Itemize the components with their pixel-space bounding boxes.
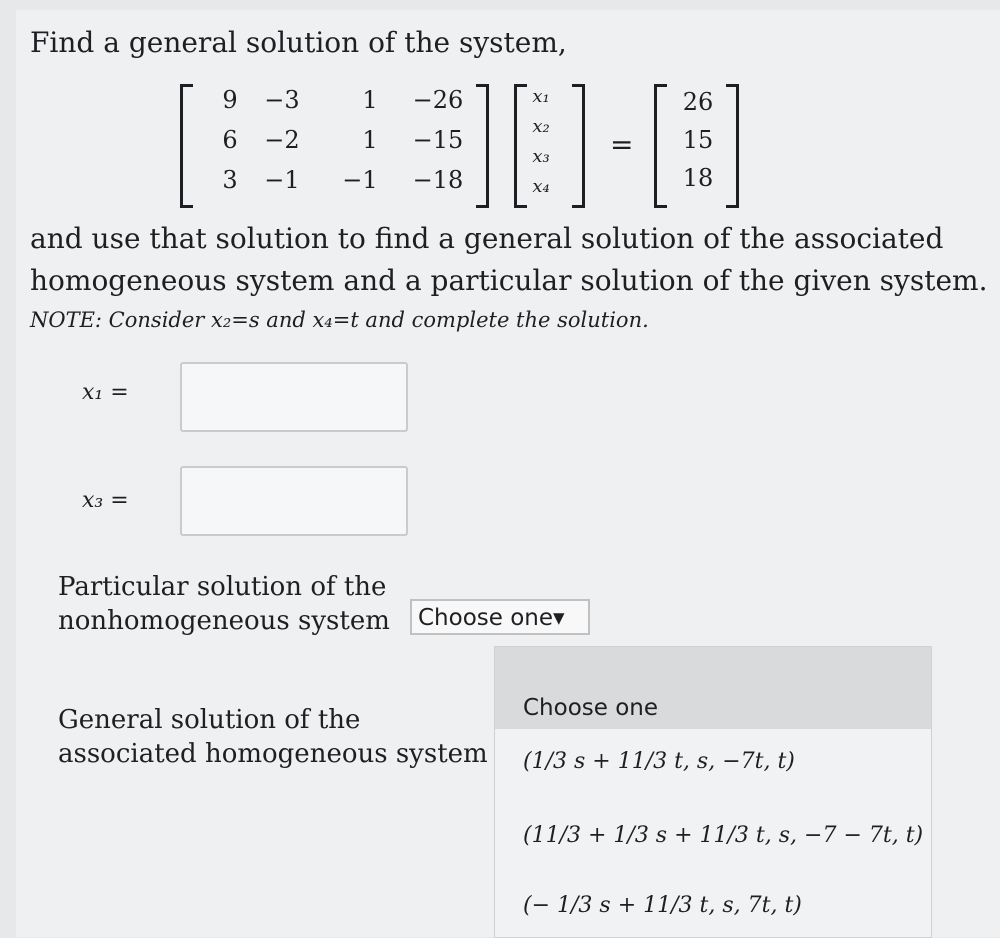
rhs-cell: 26 xyxy=(682,88,714,116)
rhs-right-bracket xyxy=(726,84,739,208)
vector-var: x₁ xyxy=(532,86,550,107)
vector-var: x₂ xyxy=(532,116,550,137)
problem-prompt: Find a general solution of the system, xyxy=(30,26,567,59)
matrix-cell: −1 xyxy=(342,166,378,194)
instruction-line: and use that solution to find a general solution of the associated xyxy=(30,222,944,255)
matrix-cell: 1 xyxy=(362,126,378,154)
matrix-cell: −26 xyxy=(412,86,464,114)
vector-right-bracket xyxy=(572,84,585,208)
menu-option[interactable]: (− 1/3 s + 11/3 t, s, 7t, t) xyxy=(523,893,802,918)
note-text: NOTE: Consider x₂=s and x₄=t and complete the solution. xyxy=(30,308,649,332)
equals-sign: = xyxy=(610,128,634,161)
rhs-cell: 15 xyxy=(682,126,714,154)
rhs-cell: 18 xyxy=(682,164,714,192)
rhs-left-bracket xyxy=(654,84,667,208)
matrix-cell: −1 xyxy=(264,166,300,194)
matrix-right-bracket xyxy=(476,84,489,208)
menu-option[interactable]: (1/3 s + 11/3 t, s, −7t, t) xyxy=(523,749,795,774)
x1-label: x₁ = xyxy=(82,380,129,405)
x1-answer-input[interactable] xyxy=(180,362,408,432)
vector-var: x₄ xyxy=(532,176,550,197)
matrix-cell: −15 xyxy=(412,126,464,154)
dropdown-menu xyxy=(494,646,932,938)
vector-var: x₃ xyxy=(532,146,550,167)
particular-solution-dropdown[interactable]: Choose one▾ xyxy=(410,599,590,635)
instruction-line: homogeneous system and a particular solution of the given system. xyxy=(30,264,988,297)
matrix-cell: 1 xyxy=(362,86,378,114)
matrix-cell: 9 xyxy=(222,86,238,114)
matrix-left-bracket xyxy=(180,84,193,208)
x3-label: x₃ = xyxy=(82,488,129,513)
matrix-cell: 6 xyxy=(222,126,238,154)
matrix-cell: −3 xyxy=(264,86,300,114)
general-solution-label: General solution of the associated homogeneous system xyxy=(58,705,488,769)
particular-solution-label: Particular solution of the nonhomogeneous system xyxy=(58,572,390,636)
matrix-cell: 3 xyxy=(222,166,238,194)
menu-option[interactable]: (11/3 + 1/3 s + 11/3 t, s, −7 − 7t, t) xyxy=(523,823,924,848)
matrix-cell: −2 xyxy=(264,126,300,154)
x3-answer-input[interactable] xyxy=(180,466,408,536)
menu-header[interactable]: Choose one xyxy=(495,647,931,729)
matrix-cell: −18 xyxy=(412,166,464,194)
